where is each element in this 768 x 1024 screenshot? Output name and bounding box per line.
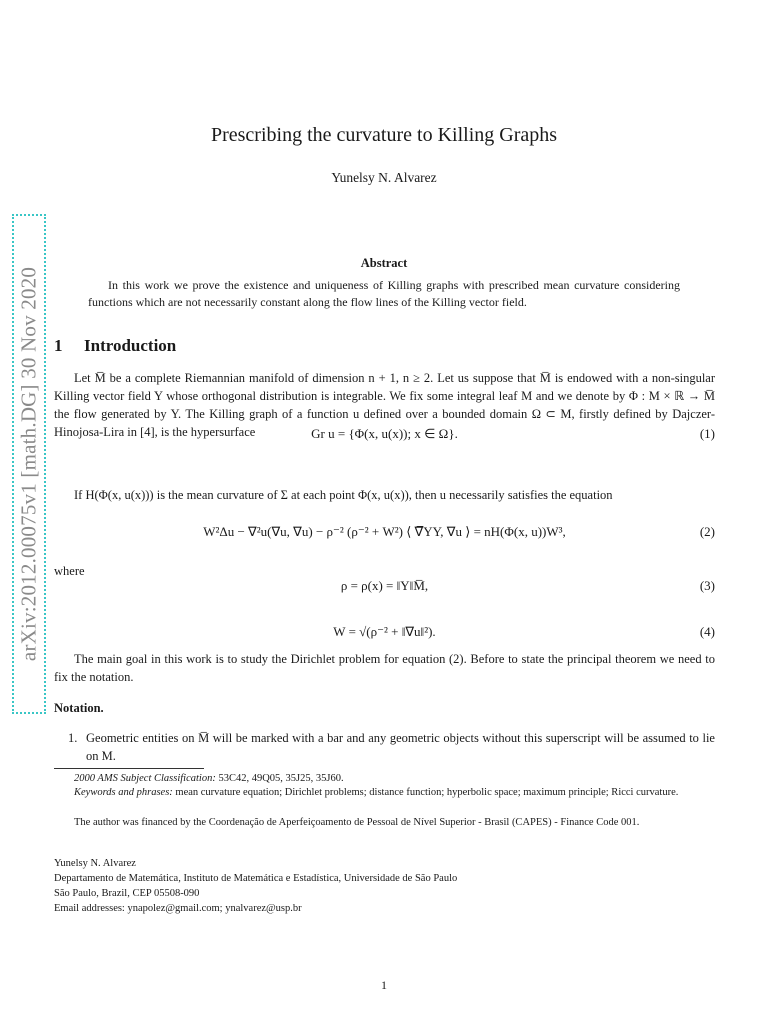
arxiv-stamp: arXiv:2012.00075v1 [math.DG] 30 Nov 2020 (16, 266, 41, 662)
section-number: 1 (54, 336, 63, 355)
equation-3-body: ρ = ρ(x) = ‖Y‖M̅, (340, 578, 429, 593)
equation-2-number: (2) (699, 524, 715, 539)
msc-value: 53C42, 49Q05, 35J25, 35J60. (215, 773, 344, 784)
abstract-heading: Abstract (360, 256, 408, 270)
equation-1-body: Gr u = {Φ(x, u(x)); x ∈ Ω}. (311, 426, 458, 441)
where-text: where (54, 564, 85, 578)
equation-2-body: W²Δu − ∇²u(∇u, ∇u) − ρ⁻² (ρ⁻² + W²) ⟨ ∇̅YY, ∇u ⟩ = nH(Φ(x, u))W³, (203, 524, 566, 539)
paragraph-intro: Let M̅ be a complete Riemannian manifold of dimension n + 1, n ≥ 2. Let us suppose that M̅ is endowed with a non-singular Killing vector field Y whose orthogonal distribution is integrable. We fix some integral leaf M and we denote by Φ : M × ℝ → M̅ the flow generated by Y. The Killing graph of a function u defined over a bounded domain Ω ⊂ M, firstly defined by Dajczer-Hinojosa-Lira in [4], is the hypersurface (54, 371, 715, 439)
paragraph-main-goal: The main goal in this work is to study the Dirichlet problem for equation (2). Before to state the principal theorem we need to fix the notation. (54, 652, 715, 684)
msc-label: 2000 AMS Subject Classification: (74, 773, 216, 784)
page-number: 1 (381, 978, 387, 992)
address-department: Departamento de Matemática, Instituto de Matemática e Estadística, Universidade de São Paulo (54, 873, 458, 884)
section-title: Introduction (84, 336, 177, 355)
keywords-value: mean curvature equation; Dirichlet problems; distance function; hyperbolic space; maximum principle; Ricci curvature. (172, 787, 679, 798)
paper-title: Prescribing the curvature to Killing Graphs (210, 124, 558, 146)
equation-4-body: W = √(ρ⁻² + ‖∇u‖²). (333, 624, 436, 639)
address-city: São Paulo, Brazil, CEP 05508-090 (54, 888, 200, 899)
footnote-msc (54, 771, 715, 786)
notation-item-number: 1. (68, 731, 78, 745)
paragraph-mean-curvature: If H(Φ(x, u(x))) is the mean curvature of Σ at each point Φ(x, u(x)), then u necessarily satisfies the equation (74, 488, 613, 502)
abstract-text: In this work we prove the existence and uniqueness of Killing graphs with prescribed mean curvature considering functions which are not necessarily constant along the flow lines of the Killing vector field. (88, 278, 680, 309)
equation-4-number: (4) (699, 624, 715, 639)
address-email: Email addresses: ynapolez@gmail.com; ynalvarez@usp.br (54, 903, 302, 914)
author-name: Yunelsy N. Alvarez (331, 170, 437, 185)
section-heading (54, 336, 176, 356)
footnote-divider (54, 768, 204, 769)
author-address (54, 856, 457, 916)
notation-heading: Notation. (54, 701, 104, 715)
footnote-funding: The author was financed by the Coordenação de Aperfeiçoamento de Pessoal de Nível Superior - Brasil (CAPES) - Finance Code 001. (74, 817, 640, 828)
keywords-label: Keywords and phrases: (74, 787, 173, 798)
footnote-keywords (54, 785, 715, 800)
address-name: Yunelsy N. Alvarez (54, 858, 136, 869)
equation-3-number: (3) (699, 578, 715, 593)
notation-item-text: Geometric entities on M̅ will be marked with a bar and any geometric objects without this superscript will be assumed to lie on M. (86, 731, 715, 763)
equation-1-number: (1) (699, 426, 715, 441)
notation-item (54, 729, 715, 765)
